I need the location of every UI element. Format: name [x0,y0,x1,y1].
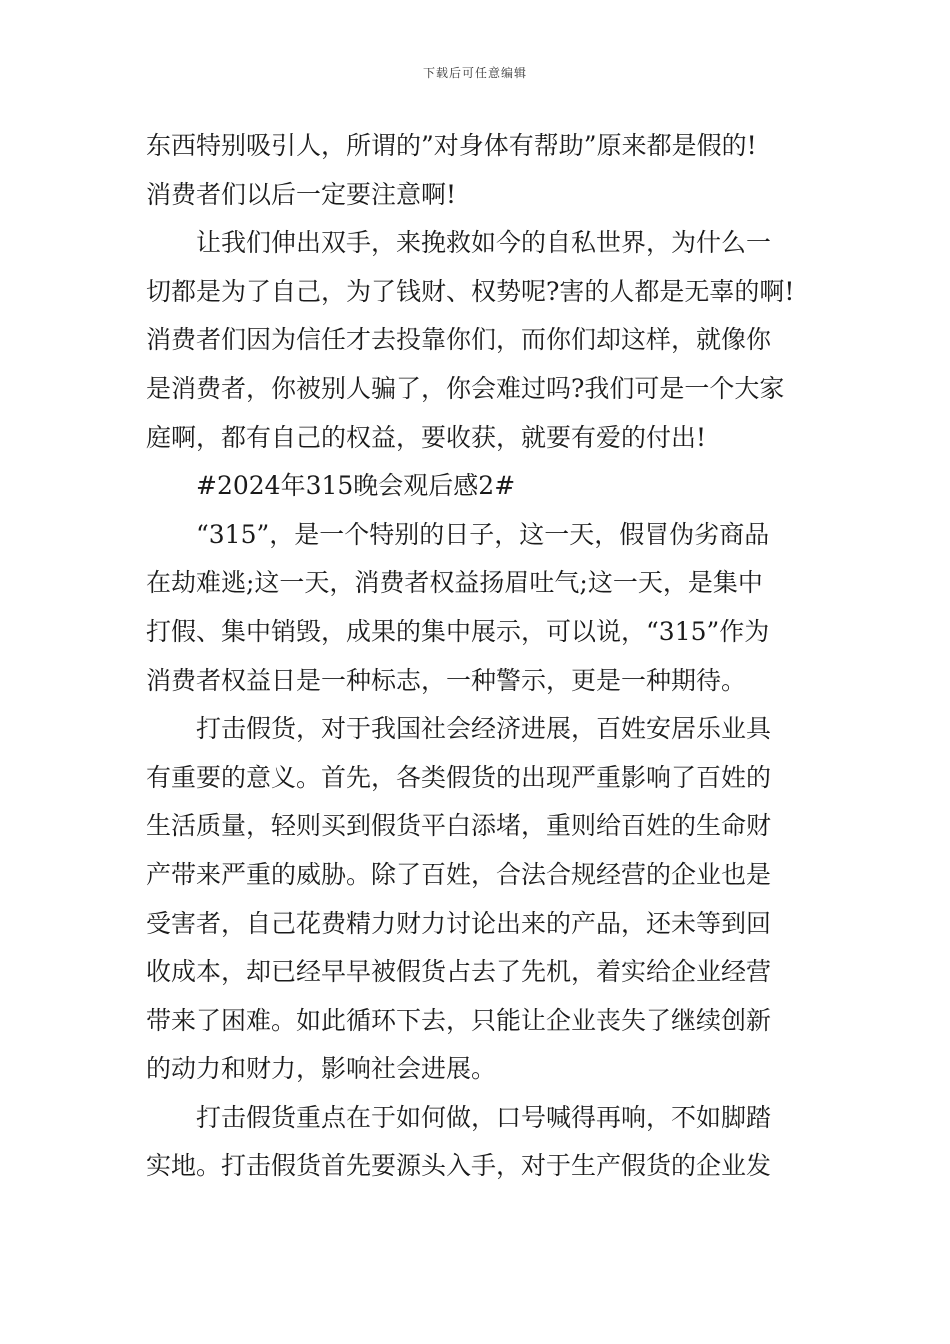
text-line: 是消费者，你被别人骗了，你会难过吗?我们可是一个大家 [146,373,785,403]
text-line: 庭啊，都有自己的权益，要收获，就要有爱的付出! [146,422,707,452]
text-line: 打假、集中销毁，成果的集中展示，可以说，“315”作为 [146,616,770,646]
text-line: 生活质量，轻则买到假货平白添堵，重则给百姓的生命财 [146,811,772,841]
text-line: “315”，是一个特别的日子，这一天，假冒伪劣商品 [196,519,770,549]
text-line: 打击假货，对于我国社会经济进展，百姓安居乐业具 [196,714,772,744]
page-header: 下载后可任意编辑 [422,66,527,80]
document-body [146,128,818,1197]
text-line: 受害者，自己花费精力财力讨论出来的产品，还未等到回 [146,908,772,938]
text-line: 东西特别吸引人，所谓的”对身体有帮助”原来都是假的! [146,131,757,160]
text-line: 实地。打击假货首先要源头入手，对于生产假货的企业发 [146,1151,772,1181]
section-heading: #2024年315晚会观后感2# [196,471,516,501]
text-line: 让我们伸出双手，来挽救如今的自私世界，为什么一 [196,228,772,258]
text-line: 收成本，却已经早早被假货占去了先机，着实给企业经营 [146,957,772,987]
text-line: 消费者们以后一定要注意啊! [146,179,457,209]
text-line: 打击假货重点在于如何做，口号喊得再响，不如脚踏 [196,1102,772,1132]
text-line: 带来了困难。如此循环下去，只能让企业丧失了继续创新 [146,1005,772,1035]
text-line: 在劫难逃;这一天，消费者权益扬眉吐气;这一天，是集中 [146,568,763,598]
text-line: 的动力和财力，影响社会进展。 [146,1054,497,1084]
text-line: 有重要的意义。首先，各类假货的出现严重影响了百姓的 [146,762,772,792]
text-line: 产带来严重的威胁。除了百姓，合法合规经营的企业也是 [146,859,772,889]
text-line: 消费者权益日是一种标志，一种警示，更是一种期待。 [146,665,747,695]
text-line: 消费者们因为信任才去投靠你们，而你们却这样，就像你 [146,325,772,355]
text-line: 切都是为了自己，为了钱财、权势呢?害的人都是无辜的啊! [146,276,795,306]
